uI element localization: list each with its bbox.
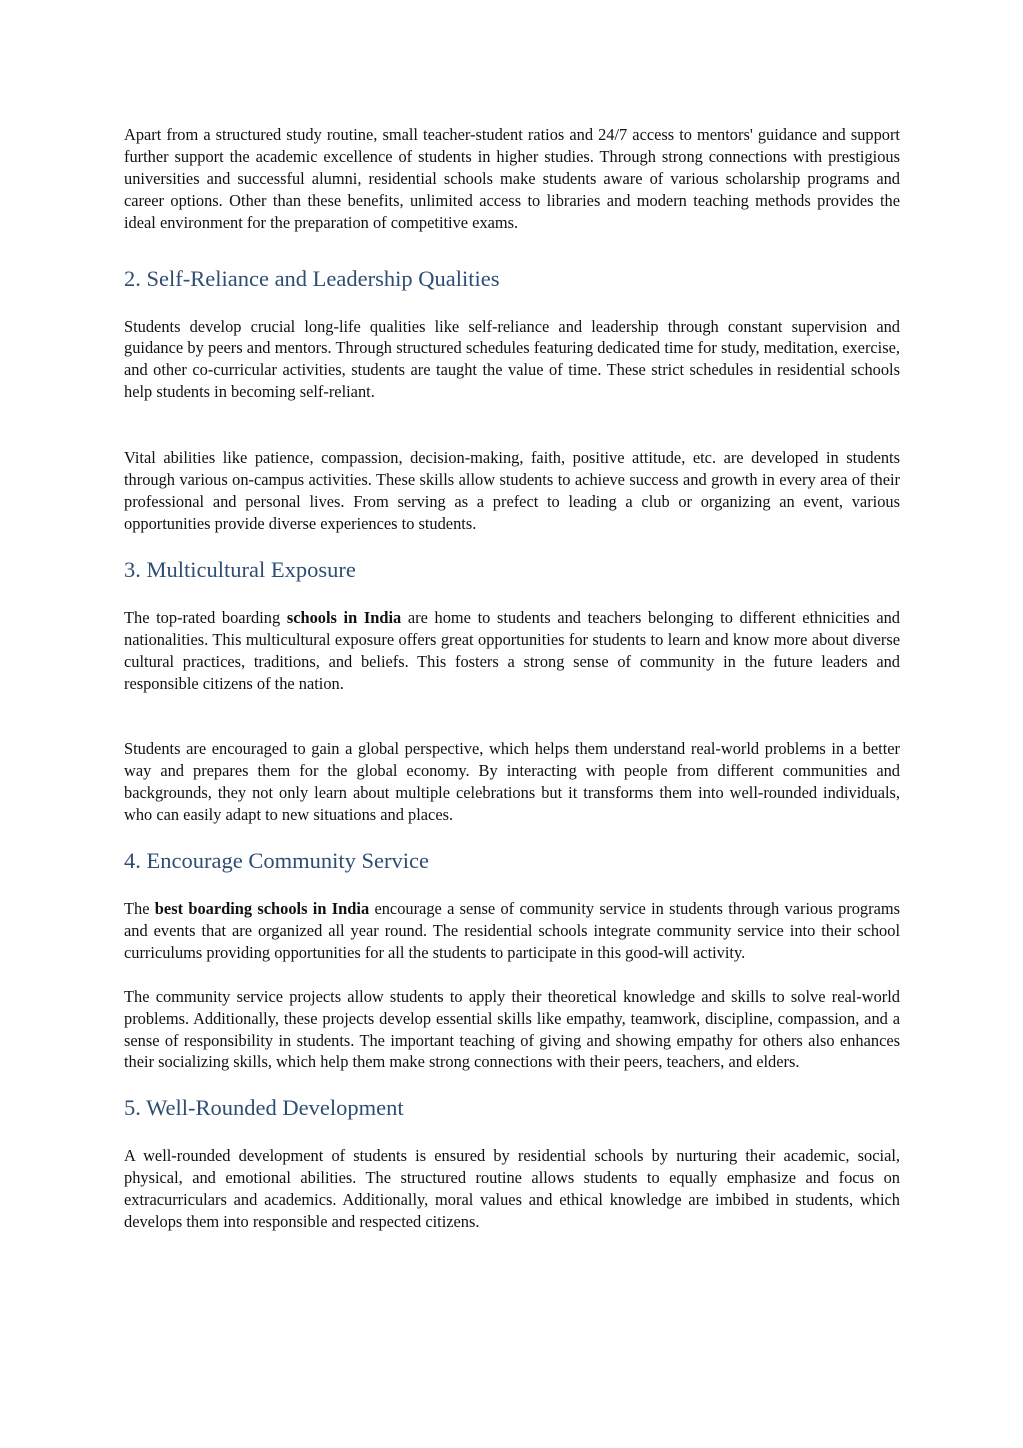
section-2-paragraph-2: Vital abilities like patience, compassion, decision-making, faith, positive attitude, etc. are developed in students through various on-campus activities. These skills allow students to achieve success and growth in every area of their professional and personal lives. From serving as a prefect to leading a club or organizing an event, various opportunities provide diverse experiences to students.	[124, 448, 900, 533]
section-5-heading: 5. Well-Rounded Development	[124, 1095, 404, 1121]
section-5-paragraph-1: A well-rounded development of students is ensured by residential schools by nurturing their academic, social, physical, and emotional abilities. The structured routine allows students to equally emphasize and focus on extracurriculars and academics. Additionally, moral values and ethical knowledge are imbibed in students, which develops them into responsible and respected citizens.	[124, 1146, 900, 1232]
document-page	[124, 124, 900, 1233]
section-3-link-text: schools in India	[286, 607, 402, 627]
section-3-text-before: The top-rated boarding	[124, 607, 287, 627]
section-3-heading: 3. Multicultural Exposure	[124, 556, 356, 582]
section-3-text-after: are home to students and teachers belonging to different ethnicities and nationalities. This multicultural exposure offers great opportunities for students to learn and know more about diverse cultural practices, traditions, and beliefs. This fosters a strong sense of community in the future leaders and responsible citizens of the nation.	[124, 607, 900, 693]
section-3-paragraph-2: Students are encouraged to gain a global perspective, which helps them understand real-world problems in a better way and prepares them for the global economy. By interacting with people from different communities and backgrounds, they not only learn about multiple celebrations but it transforms them into well-rounded individuals, who can easily adapt to new situations and places.	[124, 739, 900, 825]
section-4-heading: 4. Encourage Community Service	[124, 848, 429, 874]
intro-paragraph: Apart from a structured study routine, small teacher-student ratios and 24/7 access to mentors' guidance and support further support the academic excellence of students in higher studies. Through strong connections with prestigious universities and successful alumni, residential schools make students aware of various scholarship programs and career options. Other than these benefits, unlimited access to libraries and modern teaching methods provides the ideal environment for the preparation of competitive exams.	[124, 125, 900, 232]
section-2-paragraph-1: Students develop crucial long-life qualities like self-reliance and leadership through constant supervision and guidance by peers and mentors. Through structured schedules featuring dedicated time for study, meditation, exercise, and other co-curricular activities, students are taught the value of time. These strict schedules in residential schools help students in becoming self-reliant.	[124, 316, 900, 402]
section-4-paragraph-1	[124, 898, 900, 964]
section-3-paragraph-1	[124, 607, 900, 695]
section-4-paragraph-2: The community service projects allow students to apply their theoretical knowledge and skills to solve real-world problems. Additionally, these projects develop essential skills like empathy, teamwork, discipline, compassion, and a sense of responsibility in students. The important teaching of giving and showing empathy for others also enhances their socializing skills, which help them make strong connections with their peers, teachers, and elders.	[124, 986, 900, 1072]
section-4-link-text: best boarding schools in India	[154, 899, 370, 919]
section-2-heading: 2. Self-Reliance and Leadership Qualities	[124, 265, 500, 291]
section-4-text-before: The	[124, 899, 155, 919]
section-4-text-after: encourage a sense of community service in students through various programs and events that are organized all year round. The residential schools integrate community service into their school curriculums providing opportunities for all the students to participate in this good-will activity.	[124, 899, 900, 962]
